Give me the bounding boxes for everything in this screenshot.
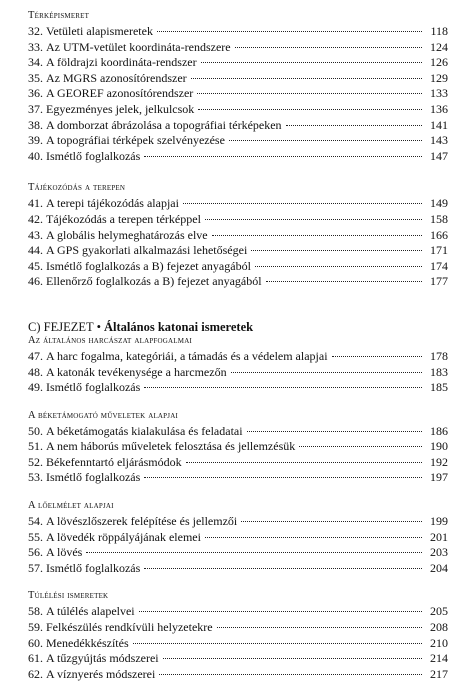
entry-title: A harc fogalma, kategóriái, a támadás és a védelem alapjai (46, 348, 328, 363)
entry-number: 49. (28, 380, 43, 395)
toc-entry[interactable] (28, 133, 448, 149)
entry-page-number: 190 (430, 439, 448, 454)
dot-leader (144, 568, 422, 569)
toc-entry[interactable] (28, 636, 448, 652)
entry-title: A nem háborús műveletek felosztása és jellemzésük (46, 439, 296, 454)
chapter-title: Általános katonai ismeretek (104, 319, 254, 334)
dot-leader (235, 47, 422, 48)
toc-entry[interactable] (28, 667, 448, 682)
entry-title: A topográfiai térképek szelvényezése (46, 133, 225, 148)
entry-page-number: 136 (430, 101, 448, 116)
entry-title: Ismétlő foglalkozás (46, 560, 141, 575)
entry-title: Ismétlő foglalkozás (46, 148, 141, 163)
table-of-contents (28, 10, 448, 682)
toc-section-beketamogato (28, 410, 448, 486)
toc-entry[interactable] (28, 102, 448, 118)
entry-page-number: 158 (430, 211, 448, 226)
dot-leader (133, 643, 422, 644)
toc-entry[interactable] (28, 55, 448, 71)
spacer (28, 486, 448, 500)
dot-leader (231, 372, 422, 373)
toc-entry[interactable] (28, 620, 448, 636)
toc-entry[interactable] (28, 470, 448, 486)
section-heading: A lőelmélet alapjai (28, 500, 114, 512)
entry-title: Ismétlő foglalkozás (46, 470, 141, 485)
entry-number: 36. (28, 86, 43, 101)
entry-title: Felkészülés rendkívüli helyzetekre (46, 620, 213, 635)
chapter-prefix: C) FEJEZET (28, 319, 94, 334)
dot-leader (217, 627, 422, 628)
entry-page-number: 174 (430, 258, 448, 273)
entry-number: 35. (28, 70, 43, 85)
toc-entry[interactable] (28, 545, 448, 561)
entry-page-number: 141 (430, 117, 448, 132)
entry-number: 44. (28, 243, 43, 258)
toc-entry[interactable] (28, 604, 448, 620)
entry-number: 32. (28, 24, 43, 38)
dot-leader (247, 431, 422, 432)
dot-leader (191, 78, 422, 79)
entry-number: 62. (28, 666, 43, 681)
toc-entry[interactable] (28, 228, 448, 244)
entry-title: Tájékozódás a terepen térképpel (46, 211, 201, 226)
section-heading: Az általános harcászat alapfogalmai (28, 334, 192, 346)
entry-page-number: 186 (430, 423, 448, 438)
section-heading: Tájékozódás a terepen (28, 182, 126, 194)
entry-page-number: 201 (430, 529, 448, 544)
dot-leader (197, 93, 422, 94)
toc-section-tulelesi (28, 590, 448, 682)
entry-page-number: 171 (430, 243, 448, 258)
toc-entry[interactable] (28, 530, 448, 546)
entry-page-number: 205 (430, 604, 448, 619)
entry-title: Egyezményes jelek, jelkulcsok (46, 101, 195, 116)
dot-leader (186, 462, 422, 463)
entry-number: 41. (28, 196, 43, 211)
dot-leader (286, 125, 422, 126)
entry-page-number: 217 (430, 666, 448, 681)
toc-entry[interactable] (28, 439, 448, 455)
entry-title: A GPS gyakorlati alkalmazási lehetőségei (46, 243, 248, 258)
entry-number: 59. (28, 620, 43, 635)
toc-entry[interactable] (28, 118, 448, 134)
entry-number: 38. (28, 117, 43, 132)
dot-leader (144, 156, 422, 157)
dot-leader (255, 266, 422, 267)
entry-number: 51. (28, 439, 43, 454)
toc-entry[interactable] (28, 651, 448, 667)
dot-leader (139, 611, 422, 612)
entry-number: 60. (28, 635, 43, 650)
toc-entry[interactable] (28, 149, 448, 165)
entry-title: Ismétlő foglalkozás (46, 380, 141, 395)
entry-number: 33. (28, 39, 43, 54)
entry-number: 61. (28, 651, 43, 666)
dot-leader (205, 219, 422, 220)
entry-title: A béketámogatás kialakulása és feladatai (46, 423, 243, 438)
entry-number: 55. (28, 529, 43, 544)
spacer (28, 164, 448, 182)
entry-page-number: 178 (430, 348, 448, 363)
dot-leader (229, 140, 422, 141)
toc-entry[interactable] (28, 514, 448, 530)
entry-page-number: 183 (430, 364, 448, 379)
toc-entry[interactable] (28, 259, 448, 275)
entry-page-number: 210 (430, 635, 448, 650)
entry-title: Az UTM-vetület koordináta-rendszere (46, 39, 231, 54)
toc-entry[interactable] (28, 243, 448, 259)
entry-title: A katonák tevékenysége a harcmezőn (46, 364, 227, 379)
toc-entry[interactable] (28, 455, 448, 471)
entry-title: Vetületi alapismeretek (46, 24, 153, 38)
entry-title: A lövészlőszerek felépítése és jellemzői (46, 514, 238, 529)
entry-number: 56. (28, 545, 43, 560)
spacer (28, 290, 448, 320)
entry-number: 40. (28, 148, 43, 163)
toc-section-terkepismeret (28, 10, 448, 164)
toc-entry[interactable] (28, 71, 448, 87)
entry-title: Az MGRS azonosítórendszer (46, 70, 187, 85)
toc-entry[interactable] (28, 561, 448, 577)
dot-leader (266, 281, 422, 282)
entry-title: A terepi tájékozódás alapjai (46, 196, 179, 211)
entry-page-number: 118 (430, 24, 448, 38)
entry-page-number: 149 (430, 196, 448, 211)
entry-title: A víznyerés módszerei (46, 666, 156, 681)
entry-number: 52. (28, 454, 43, 469)
entry-number: 46. (28, 274, 43, 289)
dot-leader (205, 537, 422, 538)
dot-leader (299, 446, 422, 447)
dot-leader (212, 235, 422, 236)
dot-leader (183, 203, 422, 204)
entry-number: 53. (28, 470, 43, 485)
dot-leader (159, 674, 422, 675)
toc-section-loelmelet (28, 500, 448, 576)
entry-title: A földrajzi koordináta-rendszer (46, 55, 197, 70)
toc-entry[interactable] (28, 196, 448, 212)
toc-entry[interactable] (28, 380, 448, 396)
entry-number: 34. (28, 55, 43, 70)
toc-section-harcaszat (28, 335, 448, 396)
entry-number: 47. (28, 348, 43, 363)
entry-title: Menedékkészítés (46, 635, 129, 650)
toc-entry[interactable] (28, 274, 448, 290)
toc-entry[interactable] (28, 40, 448, 56)
dot-leader (157, 31, 422, 32)
toc-section-tajekozodas (28, 182, 448, 290)
dot-leader (144, 387, 422, 388)
section-heading: A béketámogató műveletek alapjai (28, 409, 178, 421)
entry-title: Ellenőrző foglalkozás a B) fejezet anyagából (46, 274, 262, 289)
dot-leader (332, 356, 422, 357)
section-heading: Térképismeret (28, 10, 90, 21)
entry-page-number: 199 (430, 514, 448, 529)
dot-leader (201, 62, 422, 63)
toc-entry[interactable] (28, 24, 448, 40)
entry-page-number: 124 (430, 39, 448, 54)
dot-leader (251, 250, 422, 251)
dot-leader (241, 521, 422, 522)
entry-page-number: 192 (430, 454, 448, 469)
entry-title: A GEOREF azonosítórendszer (46, 86, 194, 101)
dot-leader (144, 477, 422, 478)
entry-page-number: 204 (430, 560, 448, 575)
entry-title: A globális helymeghatározás elve (46, 227, 208, 242)
entry-number: 37. (28, 101, 43, 116)
dot-leader (198, 109, 422, 110)
entry-title: A domborzat ábrázolása a topográfiai térképeken (46, 117, 282, 132)
entry-number: 43. (28, 227, 43, 242)
entry-title: A túlélés alapelvei (46, 604, 135, 619)
entry-number: 42. (28, 211, 43, 226)
entry-page-number: 133 (430, 86, 448, 101)
entry-number: 58. (28, 604, 43, 619)
entry-page-number: 177 (430, 274, 448, 289)
entry-number: 54. (28, 514, 43, 529)
section-heading: Túlélési ismeretek (28, 590, 109, 602)
dot-leader (86, 552, 422, 553)
entry-page-number: 143 (430, 133, 448, 148)
entry-number: 48. (28, 364, 43, 379)
entry-title: A lövedék röppályájának elemei (46, 529, 201, 544)
entry-title: A tűzgyújtás módszerei (46, 651, 159, 666)
entry-page-number: 166 (430, 227, 448, 242)
entry-page-number: 208 (430, 620, 448, 635)
entry-page-number: 203 (430, 545, 448, 560)
entry-number: 39. (28, 133, 43, 148)
spacer (28, 576, 448, 590)
entry-page-number: 214 (430, 651, 448, 666)
entry-page-number: 126 (430, 55, 448, 70)
entry-page-number: 185 (430, 380, 448, 395)
entry-number: 45. (28, 258, 43, 273)
chapter-heading (28, 320, 448, 335)
entry-title: A lövés (46, 545, 83, 560)
entry-title: Békefenntartó eljárásmódok (46, 454, 182, 469)
entry-number: 50. (28, 423, 43, 438)
toc-entry[interactable] (28, 424, 448, 440)
entry-page-number: 129 (430, 70, 448, 85)
entry-number: 57. (28, 560, 43, 575)
toc-entry[interactable] (28, 86, 448, 102)
dot-leader (163, 658, 422, 659)
entry-page-number: 147 (430, 148, 448, 163)
entry-page-number: 197 (430, 470, 448, 485)
entry-title: Ismétlő foglalkozás a B) fejezet anyagából (46, 258, 251, 273)
toc-entry[interactable] (28, 212, 448, 228)
chapter-bullet: • (96, 319, 102, 334)
spacer (28, 396, 448, 410)
toc-entry[interactable] (28, 349, 448, 365)
toc-entry[interactable] (28, 365, 448, 381)
